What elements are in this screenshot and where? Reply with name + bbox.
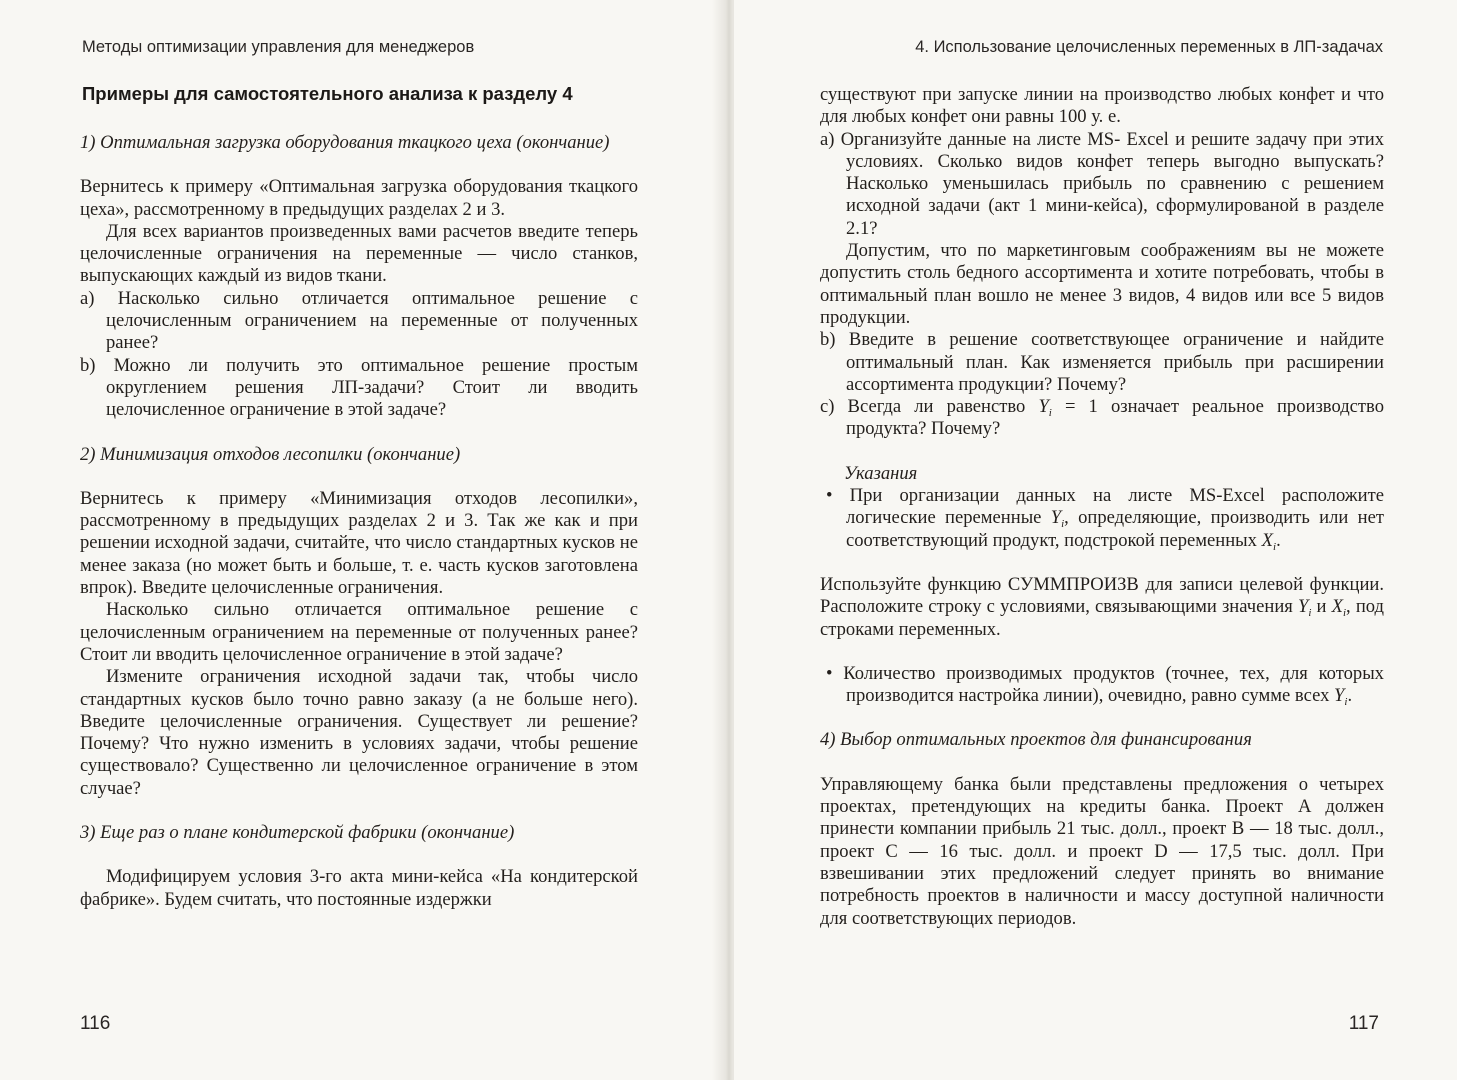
sumproduct-paragraph: Используйте функцию СУММПРОИЗВ для записи целевой функции. Расположите строку с условиями, связывающими значения $Y_i$ и $X_i$, под строками переменных. (820, 573, 1384, 640)
question-a: а) Организуйте данные на листе MS- Excel и решите задачу при этих условиях. Сколько видов конфет теперь выгодно выпускать? Насколько уменьшилась прибыль по сравнению с решением исходной задачи (акт 1 мини-кейса), сформулированой в разделе 2.1? (820, 128, 1384, 239)
example-3-paragraph-1: Модифицируем условия 3-го акта мини-кейса «На кондитерской фабрике». Будем считать, что постоянные издержки (80, 866, 638, 910)
example-1-question-b: b) Можно ли получить это оптимальное решение простым округлением решения ЛП-задачи? Стоит ли вводить целочисленное ограничение в этой задаче? (80, 354, 638, 421)
question-b: b) Введите в решение соответствующее ограничение и найдите оптимальный план. Как изменяется прибыль при расширении ассортимента продукции? Почему? (820, 329, 1384, 395)
left-running-head: Методы оптимизации управления для менеджеров (82, 38, 475, 56)
example-4-paragraph-1: Управляющему банка были представлены предложения о четырех проектах, претендующих на кредиты банка. Проект A должен принести компании прибыль 21 тыс. долл., проект B — 18 тыс. долл., проект C — 16 тыс. долл. и проект D — 17,5 тыс. долл. При взвешивании этих предложений следует принять во внимание потребность проектов в наличности и массу доступной наличности для соответствующих периодов. (820, 773, 1384, 929)
example-1-paragraph-1: Вернитесь к примеру «Оптимальная загрузка оборудования ткацкого цеха», рассмотренному в предыдущих разделах 2 и 3. (80, 176, 638, 220)
hints-label: Указания (844, 462, 918, 484)
left-body (80, 132, 638, 911)
example-1-question-a: а) Насколько сильно отличается оптимальное решение с целочисленным ограничением на переменные от полученных ранее? (80, 287, 638, 354)
example-1-title: 1) Оптимальная загрузка оборудования ткацкого цеха (окончание) (80, 132, 610, 153)
example-2-paragraph-2: Насколько сильно отличается оптимальное решение с целочисленным ограничением на переменные от полученных ранее? Стоит ли вводить целочисленное ограничение в этой задаче? (80, 599, 638, 665)
continuation-paragraph: существуют при запуске линии на производство любых конфет и что для любых конфет они равны 100 у. е. (820, 84, 1384, 128)
example-1-paragraph-2: Для всех вариантов произведенных вами расчетов введите теперь целочисленные ограничения на переменные — число станков, выпускающих каждый из видов ткани. (80, 220, 638, 287)
right-page-number: 117 (1348, 1013, 1379, 1034)
example-2-title: 2) Минимизация отходов лесопилки (окончание) (80, 443, 461, 465)
section-title: Примеры для самостоятельного анализа к разделу 4 (82, 83, 573, 104)
right-page (734, 0, 1457, 1080)
example-3-title: 3) Еще раз о плане кондитерской фабрики (окончание) (80, 822, 515, 844)
right-running-head: 4. Использование целочисленных переменных в ЛП-задачах (915, 38, 1383, 56)
example-2-paragraph-3: Измените ограничения исходной задачи так, чтобы число стандартных кусков было точно равно заказу (а не больше него). Введите целочисленные ограничения. Существует ли решение? Почему? Что нужно изменить в условиях задачи, чтобы решение существовало? Существенно ли целочисленное ограничение в этом случае? (80, 666, 638, 799)
question-c: с) Всегда ли равенство $Y_i = 1$ означает реальное производство продукта? Почему? (820, 396, 1384, 440)
hint-bullet-2: • Количество производимых продуктов (точнее, тех, для которых производится настройка линии), очевидно, равно сумме всех $Y_i$. (826, 662, 1384, 709)
marketing-paragraph: Допустим, что по маркетинговым соображениям вы не можете допустить столь бедного ассортимента и хотите потребовать, чтобы в оптимальный план вошло не менее 3 видов, 4 видов или все 5 видов продукции. (820, 240, 1384, 328)
left-page (0, 0, 722, 1080)
left-page-number: 116 (80, 1013, 111, 1034)
example-2-paragraph-1: Вернитесь к примеру «Минимизация отходов лесопилки», рассмотренному в предыдущих разделах 2 и 3. Так же как и при решении исходной задачи, считайте, что число стандартных кусков не менее заказа (но может быть и больше, т. е. часть кусков заготовлена впрок). Введите целочисленные ограничения. (80, 487, 638, 599)
hint-bullet-1: • При организации данных на листе MS-Excel расположите логические переменные $Y_i$, определяющие, производить или нет соответствующий продукт, подстрокой переменных $X_i$. (826, 485, 1384, 553)
right-body (820, 84, 1384, 930)
example-4-title: 4) Выбор оптимальных проектов для финансирования (820, 729, 1252, 751)
